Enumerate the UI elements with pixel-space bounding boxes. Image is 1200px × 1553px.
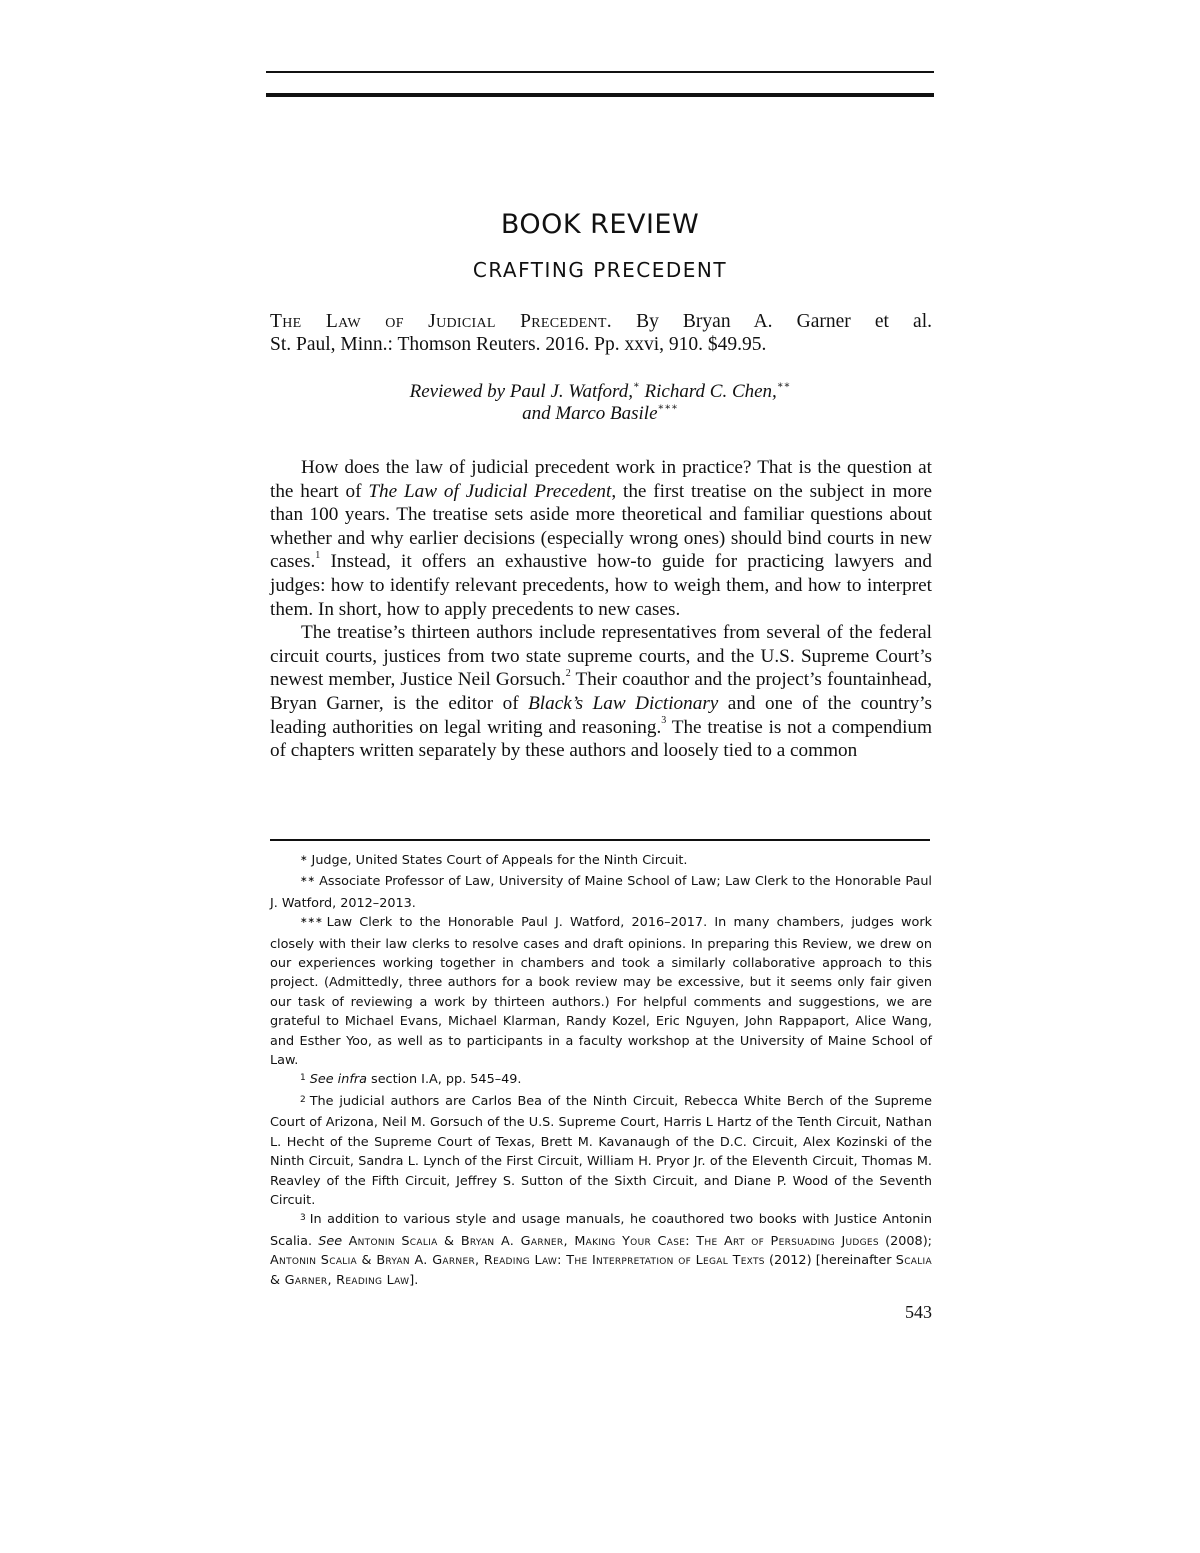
book-citation xyxy=(270,310,932,356)
footnote-mark: ∗ xyxy=(300,854,308,864)
byline-line-1 xyxy=(266,381,934,403)
footnote-text: section I.A, pp. 545–49. xyxy=(366,1072,522,1088)
footnote-text: Law Clerk to the Honorable Paul J. Watford, 2016–2017. In many chambers, judges work closely with their law clerks to resolve cases and draft opinions. In preparing this Review, we drew on our experiences working together in chambers and took a similarly collaborative approach to this project. (Admittedly, three authors for a book review may be excessive, but it seems only fair given our task of reviewing a work by thirteen authors.) For helpful comments and suggestions, we are grateful to Michael Evans, Michael Klarman, Randy Kozel, Eric Nguyen, John Rappaport, Alice Wang, and Esther Yoo, as well as to participants in a faculty workshop at the University of Maine School of Law. xyxy=(270,915,932,1069)
footnote xyxy=(270,1070,932,1091)
text-run: How does the law of judicial precedent work in practice? That is the question at the heart of xyxy=(270,457,932,502)
footnote xyxy=(270,913,932,1070)
footnote-mark: ∗∗∗ xyxy=(657,401,678,413)
byline xyxy=(266,381,934,425)
footnote-mark: ∗∗ xyxy=(300,875,316,886)
footnote-text: Judge, United States Court of Appeals for the Ninth Circuit. xyxy=(311,853,688,868)
footnote-mark: ∗ xyxy=(632,379,640,391)
footnote-ref[interactable]: 3 xyxy=(661,715,667,727)
footnote xyxy=(270,1092,932,1210)
footnote xyxy=(270,872,932,913)
footnotes xyxy=(270,851,932,1290)
footnote-text: ]. xyxy=(409,1272,419,1288)
book-title-italic: The Law of Judicial Precedent xyxy=(368,480,612,502)
byline-line-2 xyxy=(266,403,934,425)
signal-italic: See infra xyxy=(309,1072,367,1088)
footnote xyxy=(270,851,932,872)
footnote-text: In addition to various style and usage manuals, he coauthored two books with Justice Antonin Scalia. xyxy=(270,1212,932,1249)
footnote-mark: 1 xyxy=(300,1073,306,1084)
page-number: 543 xyxy=(905,1302,932,1322)
footnote-mark: 3 xyxy=(300,1213,306,1224)
footnote-mark: 2 xyxy=(300,1094,306,1105)
footnote xyxy=(270,1210,932,1290)
header-rule-thick xyxy=(266,93,934,97)
text-run: Instead, it offers an exhaustive how-to guide for practicing lawyers and judges: how to identify relevant precedents, how to weigh them, and how to interpret them. In short, how to apply precedents to new cases. xyxy=(270,551,932,620)
section-kind: BOOK REVIEW xyxy=(500,209,700,240)
signal-italic: See xyxy=(318,1233,343,1249)
paragraph-2 xyxy=(270,621,932,763)
short-cite: Scalia & Garner, Reading Law xyxy=(270,1253,932,1288)
dictionary-title-italic: Black’s Law Dictionary xyxy=(528,692,719,714)
citation-line-2: St. Paul, Minn.: Thomson Reuters. 2016. Pp. xxvi, 910. $49.95. xyxy=(270,334,767,355)
cited-book-2: Antonin Scalia & Bryan A. Garner, Reading Law: The Interpretation of Legal Texts xyxy=(270,1253,765,1269)
book-title: The Law of Judicial Precedent. xyxy=(270,311,612,332)
text-run: The treatise’s thirteen authors include representatives from several of the federal circuit courts, justices from two state supreme courts, and the U.S. Supreme Court’s newest member, Justice Neil Gorsuch. xyxy=(270,622,932,691)
footnote-mark: ∗∗∗ xyxy=(300,916,323,927)
author-basile: and Marco Basile xyxy=(522,403,658,424)
citation-line-1 xyxy=(270,310,932,333)
text-run: and one of the country’s leading authorities on legal writing and reasoning. xyxy=(270,692,932,738)
body-text xyxy=(270,456,932,763)
header-rule-thin xyxy=(266,71,934,73)
author-chen: Richard C. Chen, xyxy=(639,381,777,402)
footnote-text: The judicial authors are Carlos Bea of the Ninth Circuit, Rebecca White Berch of the Supreme Court of Arizona, Neil M. Gorsuch of the U.S. Supreme Court, Harris L Hartz of the Tenth Circuit, Nathan L. Hecht of the Supreme Court of Texas, Brett M. Kavanaugh of the D.C. Circuit, Alex Kozinski of the Ninth Circuit, Sandra L. Lynch of the First Circuit, William H. Pryor Jr. of the Eleventh Circuit, Thomas M. Reavley of the Fifth Circuit, Jeffrey S. Sutton of the Sixth Circuit, and Diane P. Wood of the Seventh Circuit. xyxy=(270,1093,932,1208)
footnote-rule xyxy=(270,839,930,841)
footnote-text: Associate Professor of Law, University of Maine School of Law; Law Clerk to the Honorable Paul J. Watford, 2012–2013. xyxy=(270,874,932,911)
text-run: , the first treatise on the subject in more than 100 years. The treatise sets aside more theoretical and familiar questions about whether and why earlier decisions (especially wrong ones) should bind courts in new cases. xyxy=(270,480,932,573)
footnote-ref[interactable]: 2 xyxy=(565,667,571,679)
text-run: Their coauthor and the project’s fountainhead, Bryan Garner, is the editor of xyxy=(270,669,932,714)
footnote-text: (2008); xyxy=(878,1233,932,1249)
text-run: The treatise is not a compendium of chapters written separately by these authors and loosely tied to a common xyxy=(270,716,932,762)
book-authors: By Bryan A. Garner et al. xyxy=(636,311,933,332)
footnote-mark: ∗∗ xyxy=(776,379,791,391)
footnote-text: (2012) [hereinafter xyxy=(764,1253,896,1269)
paragraph-1 xyxy=(270,456,932,621)
footnote-ref[interactable]: 1 xyxy=(315,549,321,561)
review-title: CRAFTING PRECEDENT xyxy=(472,258,728,282)
author-watford: Reviewed by Paul J. Watford, xyxy=(409,381,633,402)
cited-book-1: Antonin Scalia & Bryan A. Garner, Making Your Case: The Art of Persuading Judges xyxy=(342,1233,879,1249)
